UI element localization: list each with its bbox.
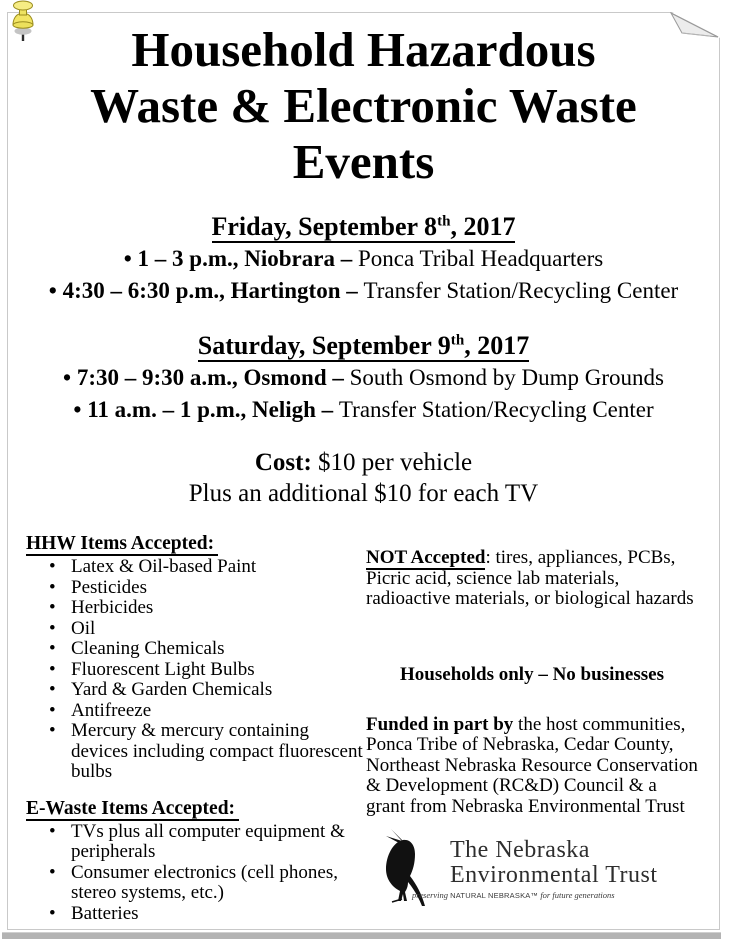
not-accepted-label: NOT Accepted: [366, 547, 486, 568]
list-item: • Fluorescent Light Bulbs: [26, 660, 366, 681]
list-item: • Cleaning Chemicals: [26, 639, 366, 660]
notes-column: [366, 533, 698, 924]
list-item: • Pesticides: [26, 578, 366, 599]
title-line: Waste & Electronic Waste: [90, 78, 637, 133]
pushpin-icon: [8, 0, 40, 44]
cost-line-2: Plus an additional $10 for each TV: [188, 480, 539, 507]
list-item: • Oil: [26, 619, 366, 640]
ewaste-block: [26, 798, 366, 925]
funded-paragraph: Funded in part by the host communities, Ponca Tribe of Nebraska, Cedar County, Northeast Nebraska Resource Conservation & Development (RC&D) Council & a grant from Nebraska Environmental Trust: [366, 713, 698, 817]
event-item: • 4:30 – 6:30 p.m., Hartington – Transfer Station/Recycling Center: [8, 275, 719, 307]
event-section-friday: [8, 212, 719, 307]
bottom-bar: [2, 932, 721, 939]
not-accepted-paragraph: NOT Accepted: tires, appliances, PCBs, Picric acid, science lab materials, radioactive materials, or biological hazards: [366, 547, 694, 609]
event-section-saturday: [8, 331, 719, 426]
event-item: • 11 a.m. – 1 p.m., Neligh – Transfer Station/Recycling Center: [8, 394, 719, 426]
ewaste-list: [26, 822, 366, 925]
households-note: Households only – No businesses: [400, 663, 664, 685]
flyer-page: [7, 12, 720, 930]
title-line: Household Hazardous: [131, 22, 596, 77]
list-item: • Mercury & mercury containing devices including compact fluorescent bulbs: [26, 721, 366, 783]
details-columns: [8, 533, 719, 924]
list-item: • Yard & Garden Chemicals: [26, 680, 366, 701]
page-corner-fold-icon: [670, 12, 720, 46]
event-item: • 7:30 – 9:30 a.m., Osmond – South Osmond by Dump Grounds: [8, 362, 719, 394]
list-item: • Herbicides: [26, 598, 366, 619]
event-date-heading: Friday, September 8th, 2017: [211, 212, 516, 241]
list-item: • TVs plus all computer equipment & peripherals: [26, 822, 366, 863]
list-item: • Antifreeze: [26, 701, 366, 722]
ewaste-heading: E-Waste Items Accepted:: [26, 798, 239, 821]
logo-name: The Nebraska Environmental Trust: [450, 837, 658, 888]
cost-info: [8, 447, 719, 509]
nebraska-environmental-trust-logo: [366, 826, 698, 914]
title-line: Events: [292, 134, 435, 189]
list-item: • Batteries: [26, 904, 366, 925]
funded-label: Funded in part by: [366, 713, 514, 735]
list-item: • Latex & Oil-based Paint: [26, 557, 366, 578]
hhw-heading: HHW Items Accepted:: [26, 533, 218, 556]
page-title: [8, 22, 719, 190]
logo-tagline: preserving NATURAL NEBRASKA™ for future generations: [412, 890, 615, 900]
accepted-items-column: [8, 533, 366, 924]
cost-line-1: Cost: $10 per vehicle: [254, 449, 473, 476]
event-date-heading: Saturday, September 9th, 2017: [197, 331, 530, 360]
list-item: • Consumer electronics (cell phones, stereo systems, etc.): [26, 863, 366, 904]
hhw-block: [26, 533, 366, 783]
hhw-list: [26, 557, 366, 783]
event-item: • 1 – 3 p.m., Niobrara – Ponca Tribal Headquarters: [8, 243, 719, 275]
